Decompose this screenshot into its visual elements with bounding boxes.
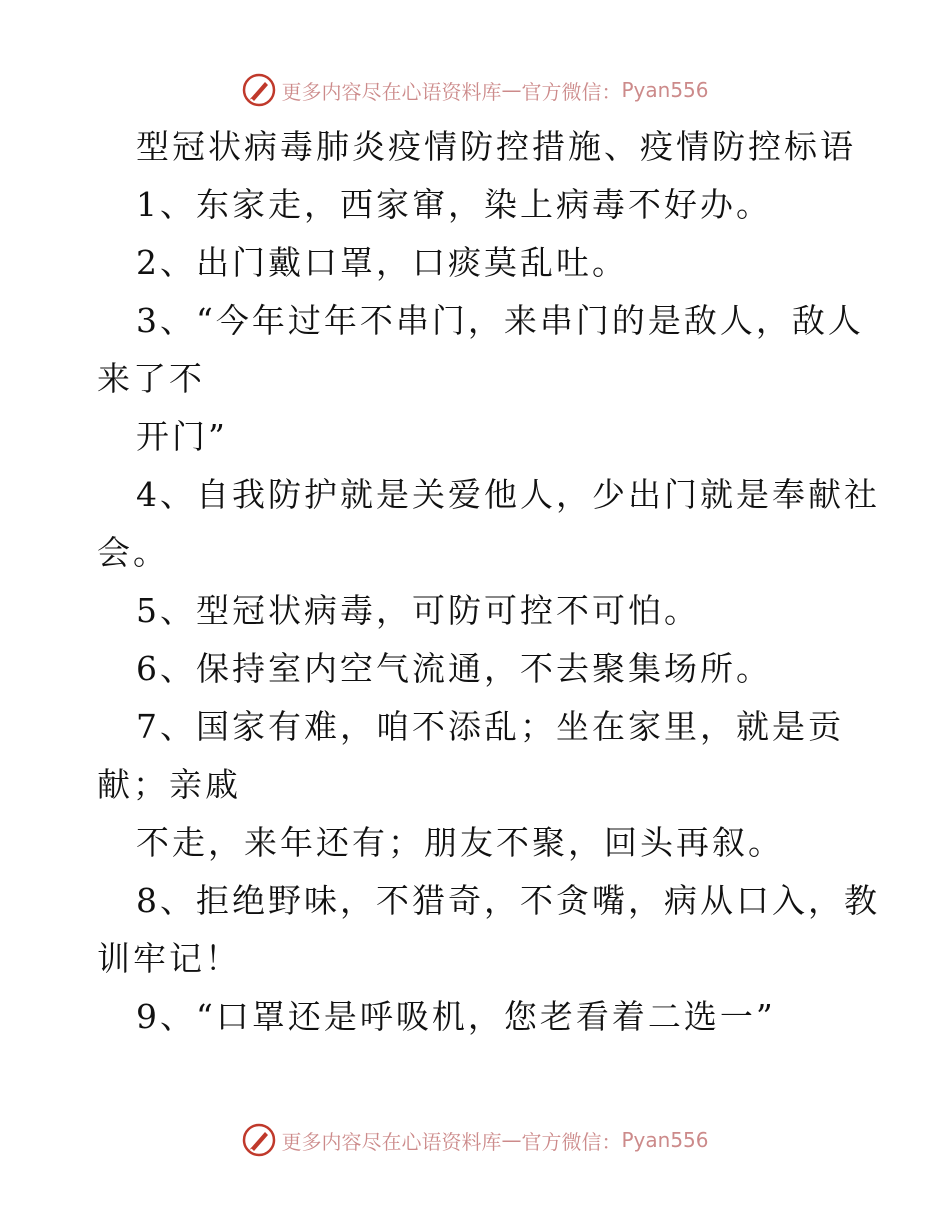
slogan-line: 6、保持室内空气流通，不去聚集场所。 — [136, 649, 772, 688]
slogan-line: 4、自我防护就是关爱他人，少出门就是奉献社 — [136, 475, 880, 514]
slogan-line: 2、出门戴口罩，口痰莫乱吐。 — [136, 243, 628, 282]
pen-nib-logo-icon — [241, 72, 277, 108]
slogan-line: 不走，来年还有；朋友不聚，回头再叙。 — [136, 823, 784, 862]
footer-watermark — [0, 1120, 950, 1160]
slogan-line: 5、型冠状病毒，可防可控不可怕。 — [136, 591, 700, 630]
document-title: 型冠状病毒肺炎疫情防控措施、疫情防控标语 — [136, 127, 856, 166]
watermark-text: 更多内容尽在心语资料库 — [281, 1129, 502, 1154]
slogan-line: 开门” — [136, 417, 228, 456]
watermark-text: 更多内容尽在心语资料库 — [281, 79, 502, 104]
watermark-account: Pyan556 — [621, 1128, 709, 1152]
document-body — [97, 118, 880, 1046]
slogan-line: 会。 — [97, 533, 169, 572]
pen-nib-logo-icon — [241, 1122, 277, 1158]
watermark-account: Pyan556 — [621, 78, 709, 102]
slogan-line: 献；亲戚 — [97, 765, 241, 804]
slogan-line: 7、国家有难，咱不添乱；坐在家里，就是贡 — [136, 707, 844, 746]
header-watermark — [0, 70, 950, 110]
watermark-dash: — — [501, 78, 522, 102]
slogan-line: 3、“今年过年不串门，来串门的是敌人，敌人 — [136, 301, 864, 340]
slogan-line: 9、“口罩还是呼吸机，您老看着二选一” — [136, 997, 776, 1036]
slogan-line: 8、拒绝野味，不猎奇，不贪嘴，病从口入，教 — [136, 881, 880, 920]
watermark-dash: — — [501, 1128, 522, 1152]
slogan-line: 来了不 — [97, 359, 205, 398]
watermark-official: 官方微信： — [521, 79, 622, 104]
slogan-line: 1、东家走，西家窜，染上病毒不好办。 — [136, 185, 772, 224]
slogan-line: 训牢记！ — [97, 939, 241, 978]
watermark-official: 官方微信： — [521, 1129, 622, 1154]
